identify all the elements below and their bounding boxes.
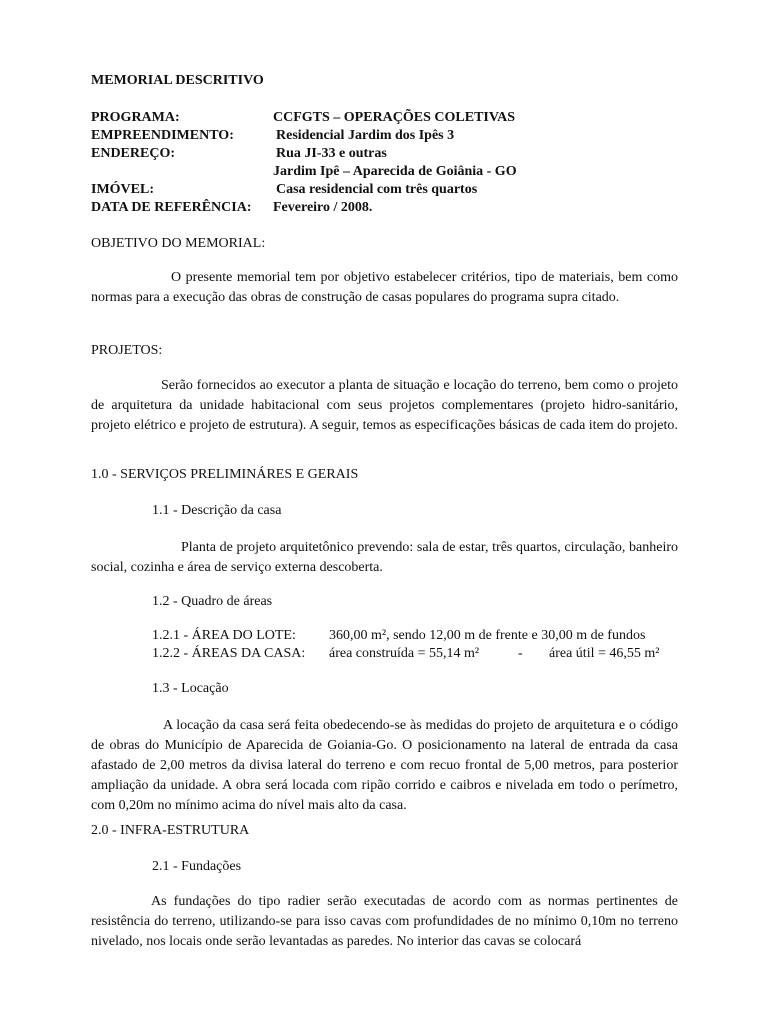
section-1-2-heading: 1.2 - Quadro de áreas: [152, 594, 273, 609]
endereco-value-line1: Rua JI-33 e outras: [276, 146, 387, 161]
endereco-value-line2: Jardim Ipê – Aparecida de Goiânia - GO: [273, 164, 517, 179]
projetos-text: Serão fornecidos ao executor a planta de situação e locação do terreno, bem como o projeto de arquitetura da unidade habitacional com seus projetos complementares (projeto hidro-sanitário, projeto elétrico e projeto de estrutura). A seguir, temos as especificações básicas de cada item do projeto.: [91, 378, 678, 433]
section-1-1-text: Planta de projeto arquitetônico prevendo: sala de estar, três quartos, circulação, banheiro social, cozinha e área de serviço externa descoberta.: [91, 540, 678, 575]
projetos-paragraph: [91, 376, 678, 436]
objetivo-paragraph: [91, 268, 678, 308]
section-2-1-heading: 2.1 - Fundações: [152, 859, 242, 874]
endereco-label: ENDEREÇO:: [91, 146, 176, 161]
document-title: MEMORIAL DESCRITIVO: [91, 73, 264, 88]
empreendimento-label: EMPREENDIMENTO:: [91, 128, 234, 143]
area-lote-value: 360,00 m², sendo 12,00 m de frente e 30,00 m de fundos: [329, 628, 646, 643]
area-lote-label: 1.2.1 - ÁREA DO LOTE:: [152, 628, 296, 643]
area-separator: -: [518, 646, 523, 661]
areas-casa-label: 1.2.2 - ÁREAS DA CASA:: [152, 646, 306, 661]
section-1-3-heading: 1.3 - Locação: [152, 681, 229, 696]
empreendimento-value: Residencial Jardim dos Ipês 3: [276, 128, 455, 143]
section-1-3-paragraph: [91, 716, 678, 816]
section-2-1-text: As fundações do tipo radier serão executadas de acordo com as normas pertinentes de resistência do terreno, utilizando-se para isso cavas com profundidades de no mínimo 0,10m no terreno nivelado, nos locais onde serão levantadas as paredes. No interior das cavas se colocará: [91, 894, 678, 949]
section-1-1-heading: 1.1 - Descrição da casa: [152, 503, 282, 518]
data-referencia-value: Fevereiro / 2008.: [273, 200, 373, 215]
projetos-heading: PROJETOS:: [91, 343, 163, 358]
objetivo-heading: OBJETIVO DO MEMORIAL:: [91, 236, 266, 251]
imovel-label: IMÓVEL:: [91, 182, 154, 197]
objetivo-text: O presente memorial tem por objetivo estabelecer critérios, tipo de materiais, bem como normas para a execução das obras de construção de casas populares do programa supra citado.: [91, 270, 678, 305]
programa-value: CCFGTS – OPERAÇÕES COLETIVAS: [273, 110, 516, 125]
area-util: área útil = 46,55 m²: [549, 646, 660, 661]
imovel-value: Casa residencial com três quartos: [276, 182, 478, 197]
data-referencia-label: DATA DE REFERÊNCIA:: [91, 200, 252, 215]
area-construida: área construída = 55,14 m²: [329, 646, 480, 661]
section-2-heading: 2.0 - INFRA-ESTRUTURA: [91, 823, 250, 838]
section-2-1-paragraph: [91, 892, 678, 952]
section-1-heading: 1.0 - SERVIÇOS PRELIMINÁRES E GERAIS: [91, 467, 359, 482]
section-1-1-paragraph: [91, 538, 678, 578]
programa-label: PROGRAMA:: [91, 110, 180, 125]
section-1-3-text: A locação da casa será feita obedecendo-se às medidas do projeto de arquitetura e o código de obras do Município de Aparecida de Goiania-Go. O posicionamento na lateral de entrada da casa afastado de 2,00 metros da divisa lateral do terreno e com recuo frontal de 5,00 metros, para posterior ampliação da unidade. A obra será locada com ripão corrido e caibros e nivelada em todo o perímetro, com 0,20m no mínimo acima do nível mais alto da casa.: [91, 718, 678, 813]
